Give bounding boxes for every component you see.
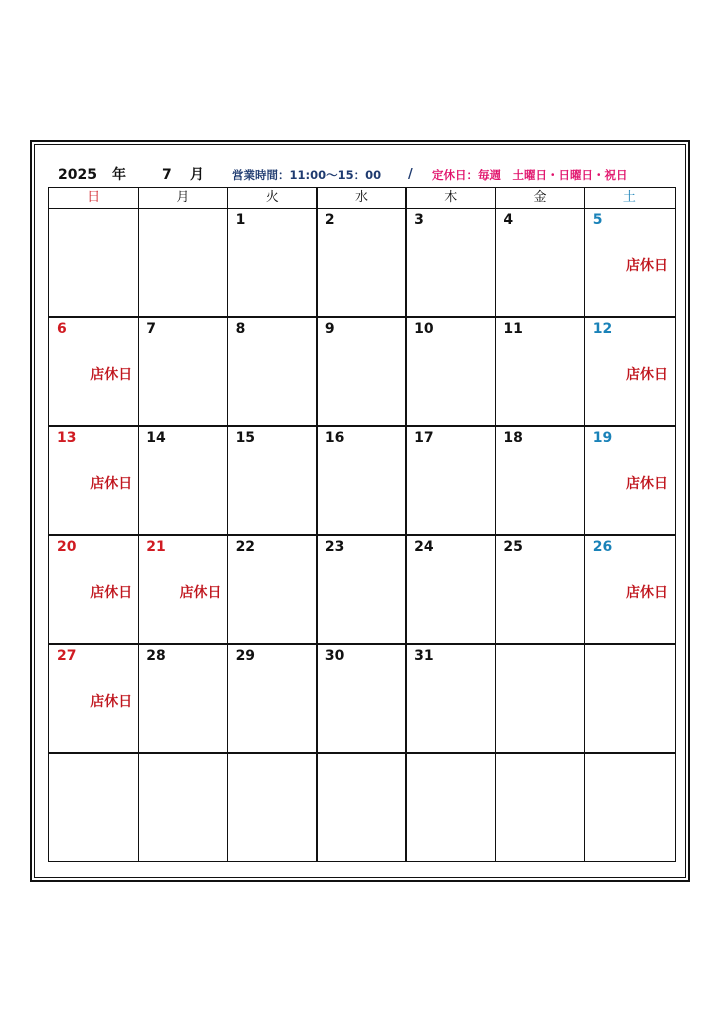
closed-day-label: 店休日 (625, 258, 668, 274)
day-number: 13 (57, 430, 77, 446)
day-cell[interactable] (495, 753, 584, 862)
grid-column-divider (405, 188, 407, 861)
day-cell[interactable] (317, 426, 406, 535)
day-cell[interactable] (585, 753, 674, 862)
closed-day-label: 店休日 (90, 585, 133, 601)
day-number: 24 (414, 539, 434, 555)
grid-row-divider (49, 316, 675, 318)
day-cell[interactable] (228, 753, 317, 862)
day-number: 27 (57, 648, 77, 664)
day-cell[interactable] (138, 535, 227, 644)
day-cell[interactable] (49, 753, 138, 862)
year: 2025 (58, 167, 97, 183)
grid-column-divider (138, 188, 140, 861)
month-label: 月 (190, 167, 204, 183)
day-cell[interactable] (317, 535, 406, 644)
month: 7 (162, 167, 172, 183)
day-cell[interactable] (317, 208, 406, 317)
closed-day-label: 店休日 (90, 694, 133, 710)
closed-day-label: 店休日 (90, 476, 133, 492)
grid-column-divider (584, 188, 586, 861)
day-number: 6 (57, 321, 67, 337)
day-cell[interactable] (495, 426, 584, 535)
grid-column-divider (316, 188, 318, 861)
weekday-header: 月 (176, 190, 190, 205)
day-number: 1 (235, 212, 246, 228)
calendar-header (48, 165, 678, 185)
day-cell[interactable] (228, 426, 317, 535)
day-number: 11 (503, 321, 523, 337)
day-cell[interactable] (317, 753, 406, 862)
day-cell[interactable] (585, 208, 674, 317)
day-cell[interactable] (49, 644, 138, 753)
day-cell[interactable] (495, 208, 584, 317)
day-number: 7 (146, 321, 157, 337)
year-label: 年 (112, 167, 126, 183)
day-cell[interactable] (228, 317, 317, 426)
business-hours: 営業時間：11:00～15：00 (232, 168, 382, 182)
weekday-header: 火 (265, 190, 279, 205)
grid-column-divider (495, 188, 497, 861)
day-cell[interactable] (49, 317, 138, 426)
day-cell[interactable] (138, 644, 227, 753)
day-cell[interactable] (585, 317, 674, 426)
day-cell[interactable] (406, 426, 495, 535)
weekday-header: 金 (533, 190, 547, 205)
day-number: 3 (414, 212, 424, 228)
day-cell[interactable] (495, 317, 584, 426)
closed-day-label: 店休日 (625, 476, 668, 492)
grid-header-divider (49, 208, 675, 209)
day-cell[interactable] (495, 535, 584, 644)
day-number: 12 (592, 321, 613, 337)
grid-row-divider (49, 643, 675, 645)
header-separator: / (408, 167, 413, 182)
day-number: 4 (503, 212, 514, 228)
day-cell[interactable] (406, 753, 495, 862)
day-cell[interactable] (228, 644, 317, 753)
grid-row-divider (49, 534, 675, 536)
grid-row-divider (49, 752, 675, 754)
calendar-grid (48, 187, 676, 862)
day-number: 21 (146, 539, 166, 555)
day-number: 29 (235, 648, 256, 664)
day-cell[interactable] (228, 535, 317, 644)
day-number: 16 (324, 430, 345, 446)
day-number: 17 (414, 430, 434, 446)
day-cell[interactable] (138, 753, 227, 862)
weekday-header: 土 (622, 190, 636, 205)
day-number: 15 (235, 430, 256, 446)
day-cell[interactable] (138, 317, 227, 426)
closed-day-label: 店休日 (179, 585, 222, 601)
day-number: 9 (324, 321, 335, 337)
day-cell[interactable] (49, 208, 138, 317)
day-cell[interactable] (406, 208, 495, 317)
day-cell[interactable] (406, 644, 495, 753)
day-number: 19 (592, 430, 613, 446)
day-number: 23 (324, 539, 345, 555)
weekday-header: 水 (354, 190, 368, 205)
day-cell[interactable] (406, 317, 495, 426)
day-number: 28 (146, 648, 166, 664)
closed-day-label: 店休日 (625, 367, 668, 383)
closed-day-label: 店休日 (90, 367, 133, 383)
day-cell[interactable] (49, 426, 138, 535)
day-cell[interactable] (138, 426, 227, 535)
grid-row-divider (49, 425, 675, 427)
day-cell[interactable] (49, 535, 138, 644)
day-number: 18 (503, 430, 523, 446)
day-cell[interactable] (585, 426, 674, 535)
day-cell[interactable] (138, 208, 227, 317)
day-cell[interactable] (317, 644, 406, 753)
day-number: 25 (503, 539, 523, 555)
day-number: 20 (57, 539, 77, 555)
day-cell[interactable] (495, 644, 584, 753)
day-number: 30 (324, 648, 345, 664)
day-number: 31 (414, 648, 434, 664)
day-number: 14 (146, 430, 166, 446)
day-number: 5 (592, 212, 603, 228)
day-cell[interactable] (585, 535, 674, 644)
closed-day-label: 店休日 (625, 585, 668, 601)
day-cell[interactable] (406, 535, 495, 644)
day-number: 26 (592, 539, 613, 555)
day-number: 2 (324, 212, 335, 228)
day-number: 8 (235, 321, 246, 337)
weekday-header: 日 (87, 190, 101, 205)
day-number: 22 (235, 539, 256, 555)
day-cell[interactable] (228, 208, 317, 317)
weekday-header: 木 (444, 190, 458, 205)
closed-days-notice: 定休日：毎週 土曜日・日曜日・祝日 (432, 168, 628, 182)
day-cell[interactable] (317, 317, 406, 426)
grid-column-divider (227, 188, 229, 861)
day-number: 10 (414, 321, 434, 337)
day-cell[interactable] (585, 644, 674, 753)
